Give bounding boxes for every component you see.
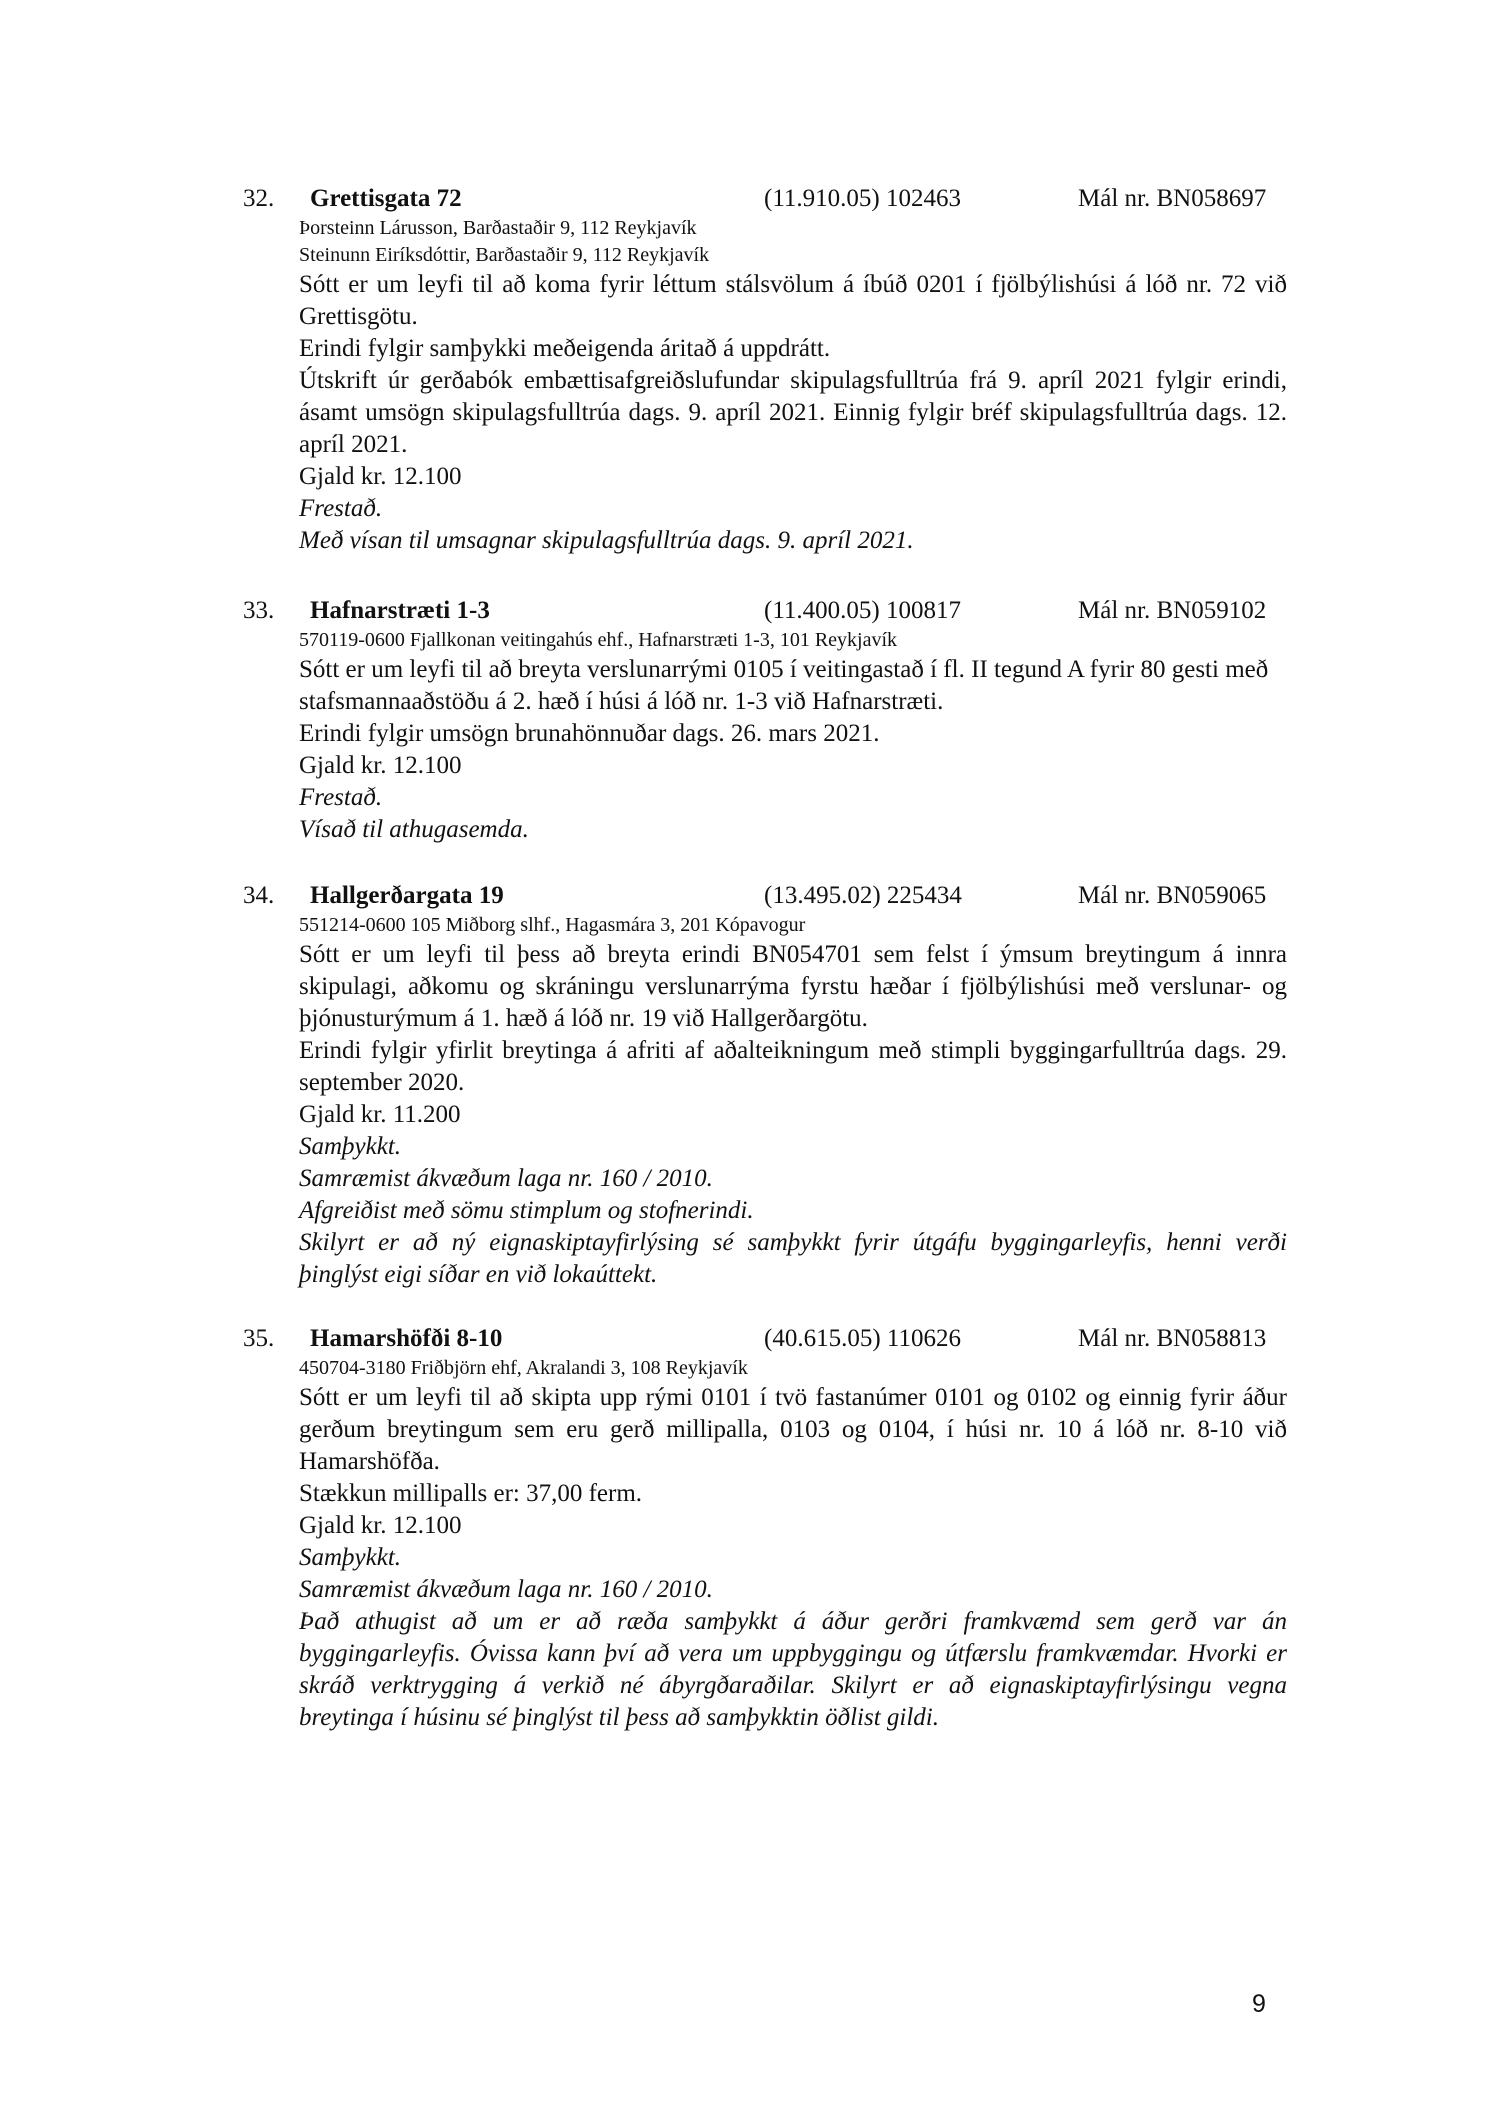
case-note: Erindi fylgir yfirlit breytinga á afriti af aðalteikningum með stimpli byggingarfulltrúa dags. 29. september 2020.: [299, 1037, 1287, 1096]
case-address: Hamarshöfði 8-10: [310, 1325, 503, 1352]
applicant: 570119-0600 Fjallkonan veitingahús ehf., Hafnarstræti 1-3, 101 Reykjavík: [299, 629, 898, 651]
case-header: [243, 1323, 1293, 1355]
case-body: [299, 627, 1287, 846]
case-decision: Frestað.: [299, 495, 383, 522]
applicant: 551214-0600 105 Miðborg slhf., Hagasmára 3, 201 Kópavogur: [299, 914, 806, 936]
case-plot-id: (40.615.05) 110626: [764, 1325, 961, 1352]
case-header: [243, 183, 1293, 215]
case-35: [243, 1323, 1293, 1734]
case-fee: Gjald kr. 12.100: [299, 463, 462, 490]
case-reference: Mál nr. BN059065: [1078, 882, 1267, 909]
case-decision: Skilyrt er að ný eignaskiptayfirlýsing sé samþykkt fyrir útgáfu byggingarleyfis, henni verði þinglýst eigi síðar en við lokaúttekt.: [299, 1229, 1287, 1288]
case-reference: Mál nr. BN058697: [1078, 185, 1267, 212]
applicant: Steinunn Eiríksdóttir, Barðastaðir 9, 112 Reykjavík: [299, 244, 710, 266]
case-number: 35.: [243, 1325, 275, 1352]
case-body: [299, 215, 1287, 557]
case-reference: Mál nr. BN059102: [1078, 597, 1267, 624]
case-decision: Samþykkt.: [299, 1133, 402, 1160]
case-body: [299, 912, 1287, 1291]
case-fee: Gjald kr. 12.100: [299, 752, 462, 779]
case-description: Sótt er um leyfi til þess að breyta erindi BN054701 sem felst í ýmsum breytingum á innra skipulagi, aðkomu og skráningu verslunarrýma fyrstu hæðar í fjölbýlishúsi með verslunar- og þjónusturýmum á 1. hæð á lóð nr. 19 við Hallgerðargötu.: [299, 941, 1287, 1032]
case-34: [243, 880, 1293, 1291]
case-header: [243, 880, 1293, 912]
case-fee: Gjald kr. 12.100: [299, 1512, 462, 1539]
case-32: [243, 183, 1293, 557]
case-reference: Mál nr. BN058813: [1078, 1325, 1267, 1352]
case-address: Hafnarstræti 1-3: [310, 597, 490, 624]
case-number: 33.: [243, 597, 275, 624]
applicant: Þorsteinn Lárusson, Barðastaðir 9, 112 Reykjavík: [299, 217, 697, 239]
case-fee: Gjald kr. 11.200: [299, 1101, 461, 1128]
case-decision: Með vísan til umsagnar skipulagsfulltrúa dags. 9. apríl 2021.: [299, 527, 914, 554]
case-decision: Frestað.: [299, 784, 383, 811]
case-description: Sótt er um leyfi til að skipta upp rými 0101 í tvö fastanúmer 0101 og 0102 og einnig fyrir áður gerðum breytingum sem eru gerð millipalla, 0103 og 0104, í húsi nr. 10 á lóð nr. 8-10 við Hamarshöfða.: [299, 1384, 1287, 1475]
case-note: Erindi fylgir umsögn brunahönnuðar dags. 26. mars 2021.: [299, 720, 880, 747]
case-decision: Samþykkt.: [299, 1544, 402, 1571]
case-plot-id: (11.400.05) 100817: [764, 597, 961, 624]
case-description: Sótt er um leyfi til að breyta verslunarrými 0105 í veitingastað í fl. II tegund A fyrir 80 gesti með stafsmannaaðstöðu á 2. hæð í húsi á lóð nr. 1-3 við Hafnarstræti.: [299, 656, 1269, 715]
case-header: [243, 595, 1293, 627]
case-decision: Það athugist að um er að ræða samþykkt á áður gerðri framkvæmd sem gerð var án byggingarleyfis. Óvissa kann því að vera um uppbyggingu og útfærslu framkvæmdar. Hvorki er skráð verktrygging á verkið né ábyrgðaraðilar. Skilyrt er að eignaskiptayfirlýsingu vegna breytinga í húsinu sé þinglýst til þess að samþykktin öðlist gildi.: [299, 1608, 1287, 1731]
case-note: Stækkun millipalls er: 37,00 ferm.: [299, 1480, 643, 1507]
case-number: 32.: [243, 185, 275, 212]
case-decision: Afgreiðist með sömu stimplum og stofnerindi.: [299, 1197, 754, 1224]
case-description: Sótt er um leyfi til að koma fyrir léttum stálsvölum á íbúð 0201 í fjölbýlishúsi á lóð nr. 72 við Grettisgötu.: [299, 271, 1287, 330]
case-decision: Samræmist ákvæðum laga nr. 160 / 2010.: [299, 1165, 713, 1192]
case-decision: Vísað til athugasemda.: [299, 816, 529, 843]
case-plot-id: (11.910.05) 102463: [764, 185, 961, 212]
case-note: Erindi fylgir samþykki meðeigenda áritað á uppdrátt.: [299, 335, 831, 362]
applicant: 450704-3180 Friðbjörn ehf, Akralandi 3, 108 Reykjavík: [299, 1357, 748, 1379]
case-body: [299, 1355, 1287, 1734]
page-number: 9: [1252, 1990, 1266, 2018]
case-decision: Samræmist ákvæðum laga nr. 160 / 2010.: [299, 1576, 713, 1603]
case-33: [243, 595, 1293, 846]
case-address: Grettisgata 72: [310, 185, 462, 212]
case-address: Hallgerðargata 19: [310, 882, 504, 909]
case-note: Útskrift úr gerðabók embættisafgreiðslufundar skipulagsfulltrúa frá 9. apríl 2021 fylgir erindi, ásamt umsögn skipulagsfulltrúa dags. 9. apríl 2021. Einnig fylgir bréf skipulagsfulltrúa dags. 12. apríl 2021.: [299, 367, 1287, 458]
case-number: 34.: [243, 882, 275, 909]
case-plot-id: (13.495.02) 225434: [764, 882, 962, 909]
